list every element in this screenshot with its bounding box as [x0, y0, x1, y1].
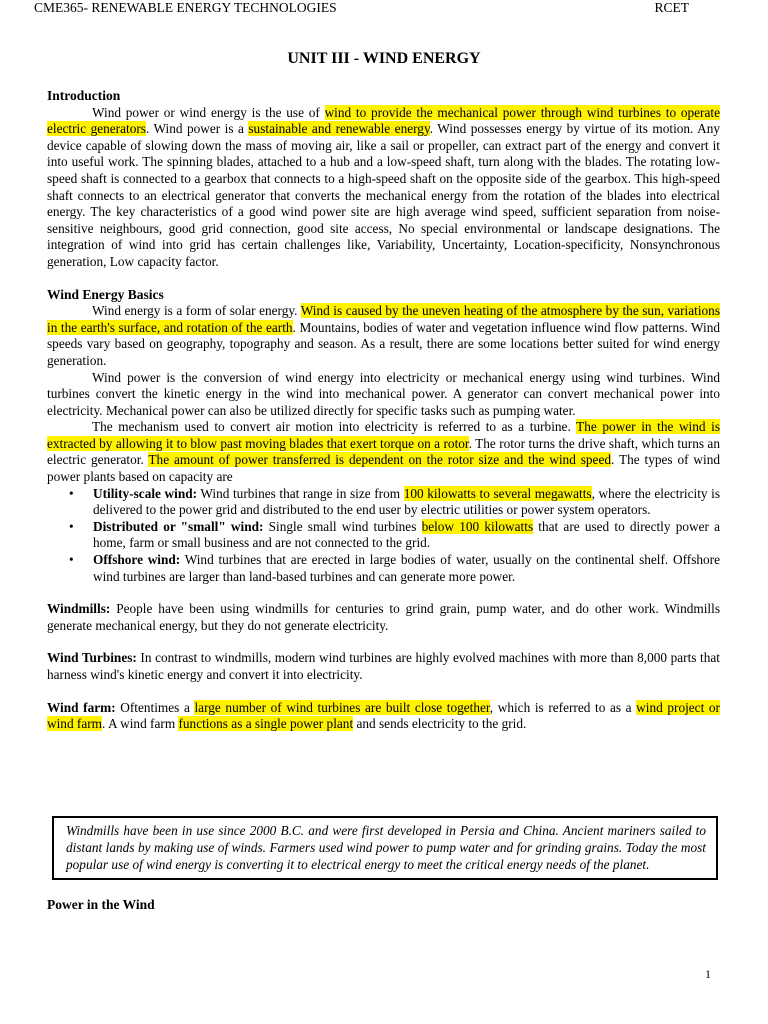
wind-turbines-label: Wind Turbines: [47, 650, 137, 666]
highlighted-text: large number of wind turbines are built close together [194, 699, 490, 715]
text-run: In contrast to windmills, modern wind turbines are highly evolved machines with more than 8,000 parts that harness wind's kinetic energy and convert it into electricity. [47, 650, 720, 682]
wind-plant-types-list [47, 486, 720, 586]
windmills-paragraph [47, 601, 720, 634]
text-run: and sends electricity to the grid. [353, 716, 527, 732]
highlighted-text: 100 kilowatts to several megawatts [403, 485, 592, 501]
text-run: . Mountains, bodies of water and vegetation influence wind flow patterns. Wind speeds vary based on geography, topography and season. As a result, there are some locations better suited for wind energy generation. [47, 319, 720, 368]
basics-paragraph-3 [47, 419, 720, 485]
text-run: People have been using windmills for centuries to grind grain, pump water, and do other work. Windmills generate mechanical energy, but they do not generate electricity. [47, 601, 720, 633]
text-run: The mechanism used to convert air motion into electricity is referred to as a turbine. [92, 419, 577, 435]
institution-header: RCET [654, 0, 689, 15]
text-run: . A wind farm [102, 716, 179, 732]
text-run: Wind energy is a form of solar energy. [92, 303, 301, 319]
highlighted-text: The power in the wind is extracted by allowing it to blow past moving blades that exert torque on a rotor [47, 419, 720, 451]
wind-farm-paragraph [47, 700, 720, 733]
introduction-paragraph [47, 105, 720, 271]
windmills-label: Windmills: [47, 601, 111, 617]
bullet-label: Distributed or "small" wind: [93, 518, 264, 534]
highlighted-text: wind project or wind farm [47, 699, 720, 732]
highlighted-text: wind to provide the mechanical power through wind turbines to operate electric generators [47, 104, 720, 137]
text-run: , where the electricity is delivered to the power grid and distributed to the end user by electric utilities or power system operators. [93, 485, 721, 518]
list-item-offshore [93, 552, 720, 585]
highlighted-text: below 100 kilowatts [421, 518, 534, 534]
text-run: Wind turbines that range in size from [197, 485, 404, 501]
history-callout-box: Windmills have been in use since 2000 B.C. and were first developed in Persia and China. Ancient mariners sailed to distant lands by making use of winds. Farmers used wind power to pump water and for grinding grains. Today the most popular use of wind energy is converting it to electrical energy to meet the critical energy needs of the planet. [52, 816, 718, 880]
text-run: , which is referred to as a [489, 699, 637, 715]
highlighted-text: functions as a single power plant [178, 716, 354, 732]
introduction-heading: Introduction [47, 88, 121, 103]
bullet-label: Utility-scale wind: [93, 485, 198, 501]
basics-paragraph-1 [47, 303, 720, 369]
text-run: . Wind possesses energy by virtue of its motion. Any device capable of slowing down the mass of moving air, like a sail or propeller, can extract part of the energy and convert it into useful work. The spinning blades, attached to a hub and a low-speed shaft, turn along with the blades. The rotating low-speed shaft is connected to a gearbox that connects to a high-speed shaft on the opposite side of the gearbox. This high-speed shaft connects to an electrical generator that converts the mechanical energy from the rotation of the blades into electrical energy. The key characteristics of a good wind power site are high average wind speed, sufficient separation from noise-sensitive neighbours, good grid connection, good site access, No special environmental or landscape designations. The integration of wind into grid has certain challenges like, Variability, Uncertainty, Location-specificity, Nonsynchronous generation, Low capacity factor. [47, 121, 721, 269]
highlighted-text: Wind is caused by the uneven heating of the atmosphere by the sun, variations in the earth's surface, and rotation of the earth [47, 303, 720, 335]
list-item-distributed [93, 519, 720, 552]
wind-farm-label: Wind farm: [47, 699, 116, 715]
text-run: Wind power or wind energy is the use of [92, 104, 325, 120]
highlighted-text: The amount of power transferred is dependent on the rotor size and the wind speed [148, 452, 611, 468]
wind-turbines-paragraph [47, 650, 720, 683]
list-item-utility-scale [93, 486, 720, 519]
text-run: . Wind power is a [145, 121, 249, 137]
document-body [47, 88, 720, 733]
unit-title: UNIT III - WIND ENERGY [287, 50, 481, 67]
basics-paragraph-2: Wind power is the conversion of wind energy into electricity or mechanical energy using wind turbines. Wind turbines convert the kinetic energy in the wind into mechanical power. A generator can convert mechanical power into electricity. Mechanical power can also be utilized directly for specific tasks such as pumping water. [47, 369, 720, 418]
bullet-label: Offshore wind: [93, 552, 181, 568]
page-number: 1 [705, 967, 711, 981]
highlighted-text: sustainable and renewable energy [248, 121, 430, 137]
text-run: Oftentimes a [115, 699, 195, 715]
course-header: CME365- RENEWABLE ENERGY TECHNOLOGIES [34, 0, 337, 15]
wind-energy-basics-heading: Wind Energy Basics [47, 286, 164, 302]
text-run: that are used to directly power a home, farm or small business and are not connected to the grid. [93, 518, 721, 551]
power-in-the-wind-heading: Power in the Wind [47, 897, 155, 912]
text-run: . The types of wind power plants based on capacity are [47, 452, 720, 485]
text-run: Single small wind turbines [263, 518, 422, 534]
text-run: . The rotor turns the drive shaft, which turns an electric generator. [47, 435, 720, 468]
text-run: Wind turbines that are erected in large bodies of water, usually on the continental shelf. Offshore wind turbines are larger than land-based turbines and can generate more power. [93, 552, 720, 584]
